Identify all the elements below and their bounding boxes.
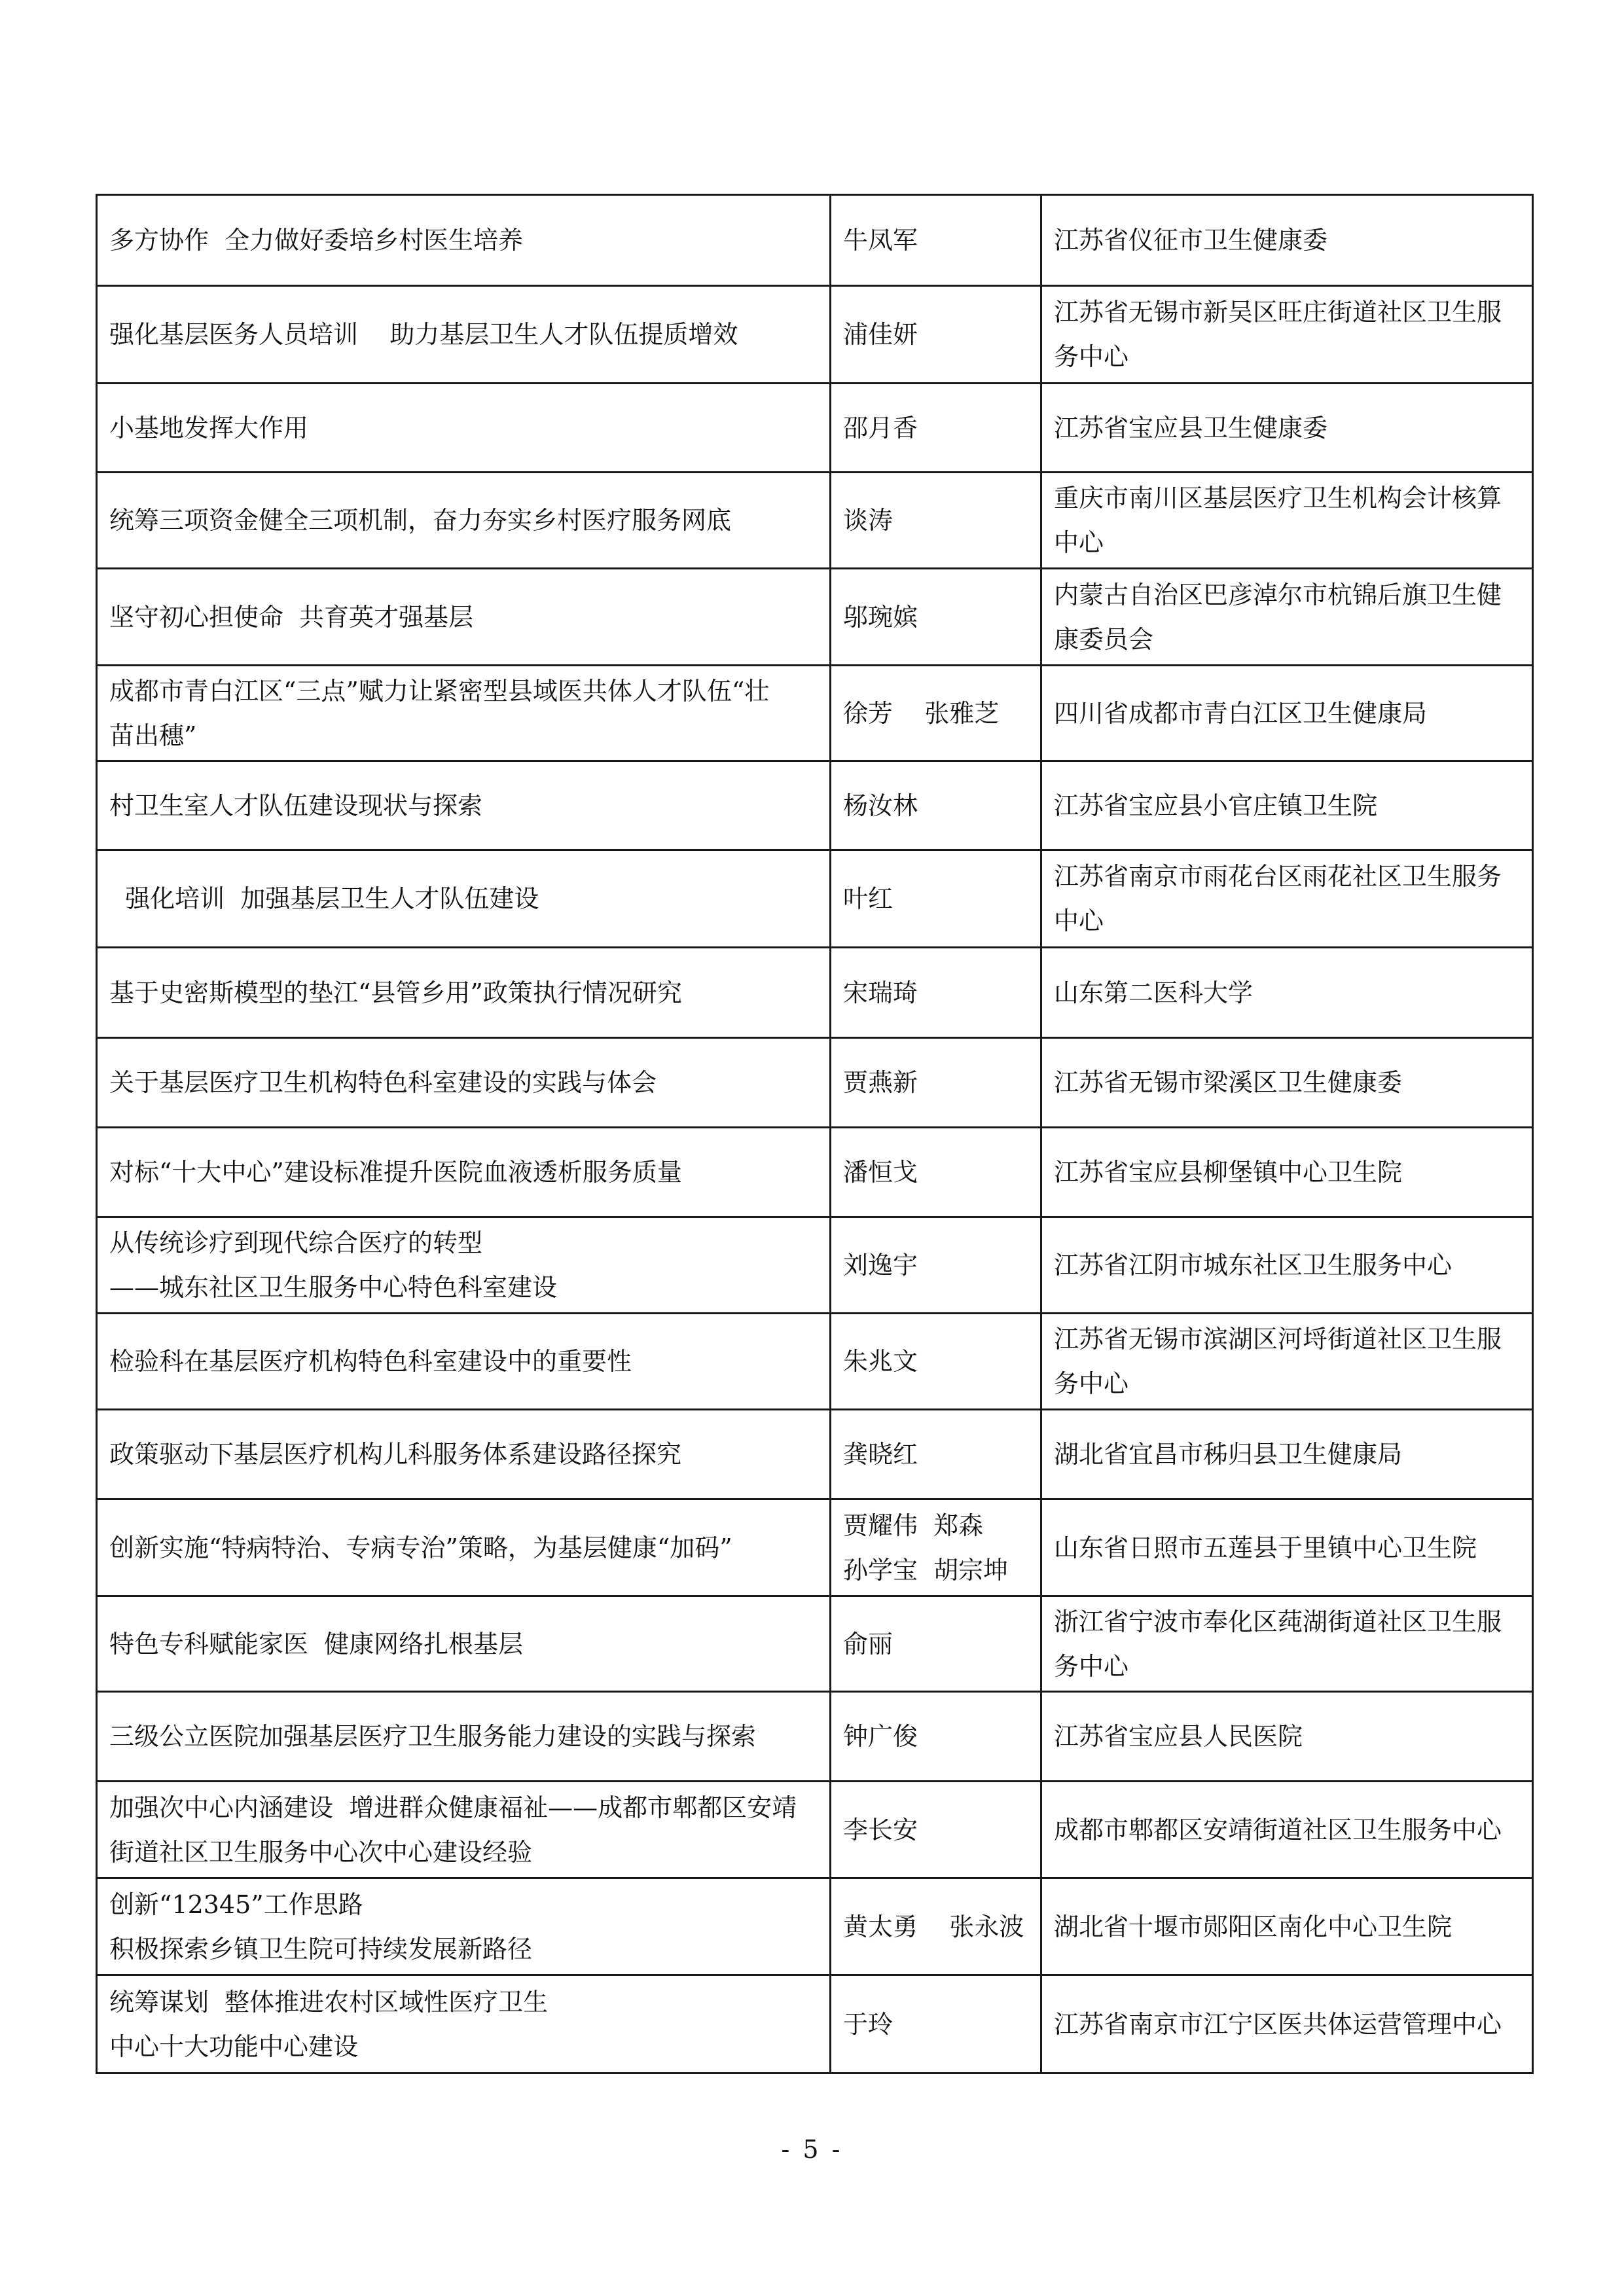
cell-line: 谈涛 <box>843 506 893 535</box>
cell-line: 政策驱动下基层医疗机构儿科服务体系建设路径探究 <box>109 1440 682 1469</box>
authors-cell <box>831 384 1041 473</box>
cell-line: 特色专科赋能家医 健康网络扎根基层 <box>109 1629 524 1659</box>
cell-line: 重庆市南川区基层医疗卫生机构会计核算 <box>1054 484 1502 512</box>
table-row <box>97 1782 1533 1878</box>
cell-line: 三级公立医院加强基层医疗卫生服务能力建设的实践与探索 <box>109 1722 757 1751</box>
cell-line: 徐芳 张雅芝 <box>843 698 1000 728</box>
organization-cell <box>1041 473 1533 569</box>
cell-line: ——城东社区卫生服务中心特色科室建设 <box>109 1273 558 1302</box>
authors-cell <box>831 569 1041 666</box>
paper-title-cell <box>97 1975 831 2073</box>
table-row <box>97 1410 1533 1499</box>
cell-line: 关于基层医疗卫生机构特色科室建设的实践与体会 <box>109 1068 657 1097</box>
cell-line: 康委员会 <box>1054 624 1154 654</box>
cell-line: 邬琬嫔 <box>843 602 918 632</box>
authors-cell <box>831 1878 1041 1975</box>
organization-cell <box>1041 286 1533 384</box>
cell-line: 坚守初心担使命 共育英才强基层 <box>109 602 474 632</box>
table-row <box>97 850 1533 948</box>
cell-line: 加强次中心内涵建设 增进群众健康福祉——成都市郫都区安靖 <box>109 1793 797 1822</box>
cell-line: 四川省成都市青白江区卫生健康局 <box>1054 698 1428 728</box>
cell-line: 江苏省仪征市卫生健康委 <box>1054 226 1328 255</box>
cell-line: 刘逸宇 <box>843 1251 918 1280</box>
authors-cell <box>831 1692 1041 1782</box>
table-row <box>97 1314 1533 1410</box>
organization-cell <box>1041 1878 1533 1975</box>
table-row <box>97 1217 1533 1314</box>
cell-line: 检验科在基层医疗机构特色科室建设中的重要性 <box>109 1347 632 1376</box>
organization-cell <box>1041 1410 1533 1499</box>
cell-line: 湖北省十堰市郧阳区南化中心卫生院 <box>1054 1912 1453 1941</box>
cell-line: 江苏省宝应县人民医院 <box>1054 1722 1303 1751</box>
organization-cell <box>1041 569 1533 666</box>
authors-cell <box>831 1596 1041 1692</box>
cell-line: 李长安 <box>843 1815 918 1844</box>
organization-cell <box>1041 666 1533 761</box>
table-row <box>97 384 1533 473</box>
cell-line: 江苏省宝应县柳堡镇中心卫生院 <box>1054 1158 1403 1187</box>
cell-line: 创新“12345”工作思路 <box>109 1890 363 1919</box>
cell-line: 江苏省宝应县小官庄镇卫生院 <box>1054 791 1378 820</box>
paper-title-cell <box>97 666 831 761</box>
organization-cell <box>1041 1217 1533 1314</box>
cell-line: 江苏省无锡市梁溪区卫生健康委 <box>1054 1068 1403 1097</box>
cell-line: 叶红 <box>843 884 893 913</box>
paper-title-cell <box>97 1314 831 1410</box>
organization-cell <box>1041 850 1533 948</box>
cell-line: 潘恒戈 <box>843 1158 918 1187</box>
cell-line: 小基地发挥大作用 <box>109 413 309 442</box>
table-row <box>97 473 1533 569</box>
organization-cell <box>1041 1314 1533 1410</box>
paper-title-cell <box>97 1782 831 1878</box>
cell-line: 积极探索乡镇卫生院可持续发展新路径 <box>109 1934 533 1964</box>
paper-title-cell <box>97 1692 831 1782</box>
cell-line: 江苏省无锡市新吴区旺庄街道社区卫生服 <box>1054 298 1502 327</box>
cell-line: 山东省日照市五莲县于里镇中心卫生院 <box>1054 1533 1477 1562</box>
paper-title-cell <box>97 1217 831 1314</box>
organization-cell <box>1041 195 1533 286</box>
table-row <box>97 569 1533 666</box>
page-number: - 5 - <box>781 2135 843 2164</box>
table-row <box>97 1128 1533 1217</box>
cell-line: 多方协作 全力做好委培乡村医生培养 <box>109 226 524 255</box>
organization-cell <box>1041 948 1533 1038</box>
cell-line: 山东第二医科大学 <box>1054 978 1254 1007</box>
organization-cell <box>1041 1499 1533 1596</box>
authors-cell <box>831 1499 1041 1596</box>
authors-cell <box>831 1128 1041 1217</box>
authors-cell <box>831 1410 1041 1499</box>
table-body <box>97 195 1533 2073</box>
authors-cell <box>831 1038 1041 1128</box>
paper-title-cell <box>97 1499 831 1596</box>
cell-line: 苗出穗” <box>109 721 197 750</box>
cell-line: 浦佳妍 <box>843 320 918 349</box>
organization-cell <box>1041 1692 1533 1782</box>
authors-cell <box>831 286 1041 384</box>
cell-line: 宋瑞琦 <box>843 978 918 1007</box>
table-row <box>97 195 1533 286</box>
cell-line: 街道社区卫生服务中心次中心建设经验 <box>109 1837 533 1867</box>
cell-line: 对标“十大中心”建设标准提升医院血液透析服务质量 <box>109 1158 682 1187</box>
table-row <box>97 1975 1533 2073</box>
cell-line: 统筹谋划 整体推进农村区域性医疗卫生 <box>109 1987 549 2017</box>
cell-line: 强化培训 加强基层卫生人才队伍建设 <box>109 884 539 913</box>
paper-title-cell <box>97 195 831 286</box>
cell-line: 江苏省南京市江宁区医共体运营管理中心 <box>1054 2009 1502 2039</box>
authors-cell <box>831 1782 1041 1878</box>
authors-cell <box>831 948 1041 1038</box>
cell-line: 孙学宝 胡宗坤 <box>843 1555 1009 1585</box>
cell-line: 成都市青白江区“三点”赋力让紧密型县域医共体人才队伍“壮 <box>109 676 770 706</box>
cell-line: 务中心 <box>1054 1369 1129 1398</box>
paper-title-cell <box>97 948 831 1038</box>
table-row <box>97 948 1533 1038</box>
cell-line: 强化基层医务人员培训 助力基层卫生人才队伍提质增效 <box>109 320 738 349</box>
organization-cell <box>1041 1782 1533 1878</box>
cell-line: 基于史密斯模型的垫江“县管乡用”政策执行情况研究 <box>109 978 682 1007</box>
paper-title-cell <box>97 761 831 850</box>
authors-cell <box>831 1217 1041 1314</box>
cell-line: 从传统诊疗到现代综合医疗的转型 <box>109 1229 483 1257</box>
cell-line: 务中心 <box>1054 342 1129 371</box>
organization-cell <box>1041 761 1533 850</box>
organization-cell <box>1041 1038 1533 1128</box>
paper-title-cell <box>97 1038 831 1128</box>
cell-line: 浙江省宁波市奉化区莼湖街道社区卫生服 <box>1054 1607 1502 1636</box>
paper-title-cell <box>97 286 831 384</box>
paper-title-cell <box>97 1596 831 1692</box>
cell-line: 成都市郫都区安靖街道社区卫生服务中心 <box>1054 1815 1502 1844</box>
cell-line: 务中心 <box>1054 1651 1129 1681</box>
paper-title-cell <box>97 569 831 666</box>
table-row <box>97 1499 1533 1596</box>
cell-line: 俞丽 <box>843 1629 893 1659</box>
cell-line: 黄太勇 张永波 <box>843 1912 1024 1941</box>
authors-cell <box>831 473 1041 569</box>
paper-title-cell <box>97 1128 831 1217</box>
authors-cell <box>831 1975 1041 2073</box>
table-row <box>97 286 1533 384</box>
organization-cell <box>1041 1596 1533 1692</box>
authors-cell <box>831 1314 1041 1410</box>
document-table <box>96 194 1534 2074</box>
organization-cell <box>1041 1128 1533 1217</box>
authors-cell <box>831 850 1041 948</box>
cell-line: 于玲 <box>843 2009 893 2039</box>
cell-line: 中心 <box>1054 906 1104 935</box>
cell-line: 中心 <box>1054 528 1104 557</box>
paper-title-cell <box>97 473 831 569</box>
cell-line: 江苏省宝应县卫生健康委 <box>1054 413 1328 442</box>
paper-title-cell <box>97 850 831 948</box>
table-row <box>97 1878 1533 1975</box>
paper-title-cell <box>97 384 831 473</box>
table-row <box>97 1692 1533 1782</box>
organization-cell <box>1041 1975 1533 2073</box>
cell-line: 统筹三项资金健全三项机制，奋力夯实乡村医疗服务网底 <box>109 506 732 535</box>
authors-cell <box>831 195 1041 286</box>
cell-line: 钟广俊 <box>843 1722 918 1751</box>
cell-line: 邵月香 <box>843 413 918 442</box>
cell-line: 江苏省无锡市滨湖区河埒街道社区卫生服 <box>1054 1325 1502 1354</box>
cell-line: 内蒙古自治区巴彦淖尔市杭锦后旗卫生健 <box>1054 580 1502 609</box>
authors-cell <box>831 666 1041 761</box>
paper-title-cell <box>97 1410 831 1499</box>
cell-line: 牛凤军 <box>843 226 918 255</box>
cell-line: 江苏省江阴市城东社区卫生服务中心 <box>1054 1251 1453 1280</box>
cell-line: 杨汝林 <box>843 791 918 820</box>
table-row <box>97 666 1533 761</box>
cell-line: 中心十大功能中心建设 <box>109 2032 359 2061</box>
table-row <box>97 1596 1533 1692</box>
cell-line: 村卫生室人才队伍建设现状与探索 <box>109 791 483 820</box>
cell-line: 朱兆文 <box>843 1347 918 1376</box>
cell-line: 创新实施“特病特治、专病专治”策略，为基层健康“加码” <box>109 1533 732 1562</box>
table-row <box>97 1038 1533 1128</box>
table-row <box>97 761 1533 850</box>
paper-title-cell <box>97 1878 831 1975</box>
cell-line: 江苏省南京市雨花台区雨花社区卫生服务 <box>1054 862 1502 891</box>
organization-cell <box>1041 384 1533 473</box>
cell-line: 湖北省宜昌市秭归县卫生健康局 <box>1054 1440 1403 1469</box>
cell-line: 龚晓红 <box>843 1440 918 1469</box>
cell-line: 贾耀伟 郑森 <box>843 1511 984 1540</box>
authors-cell <box>831 761 1041 850</box>
cell-line: 贾燕新 <box>843 1068 918 1097</box>
